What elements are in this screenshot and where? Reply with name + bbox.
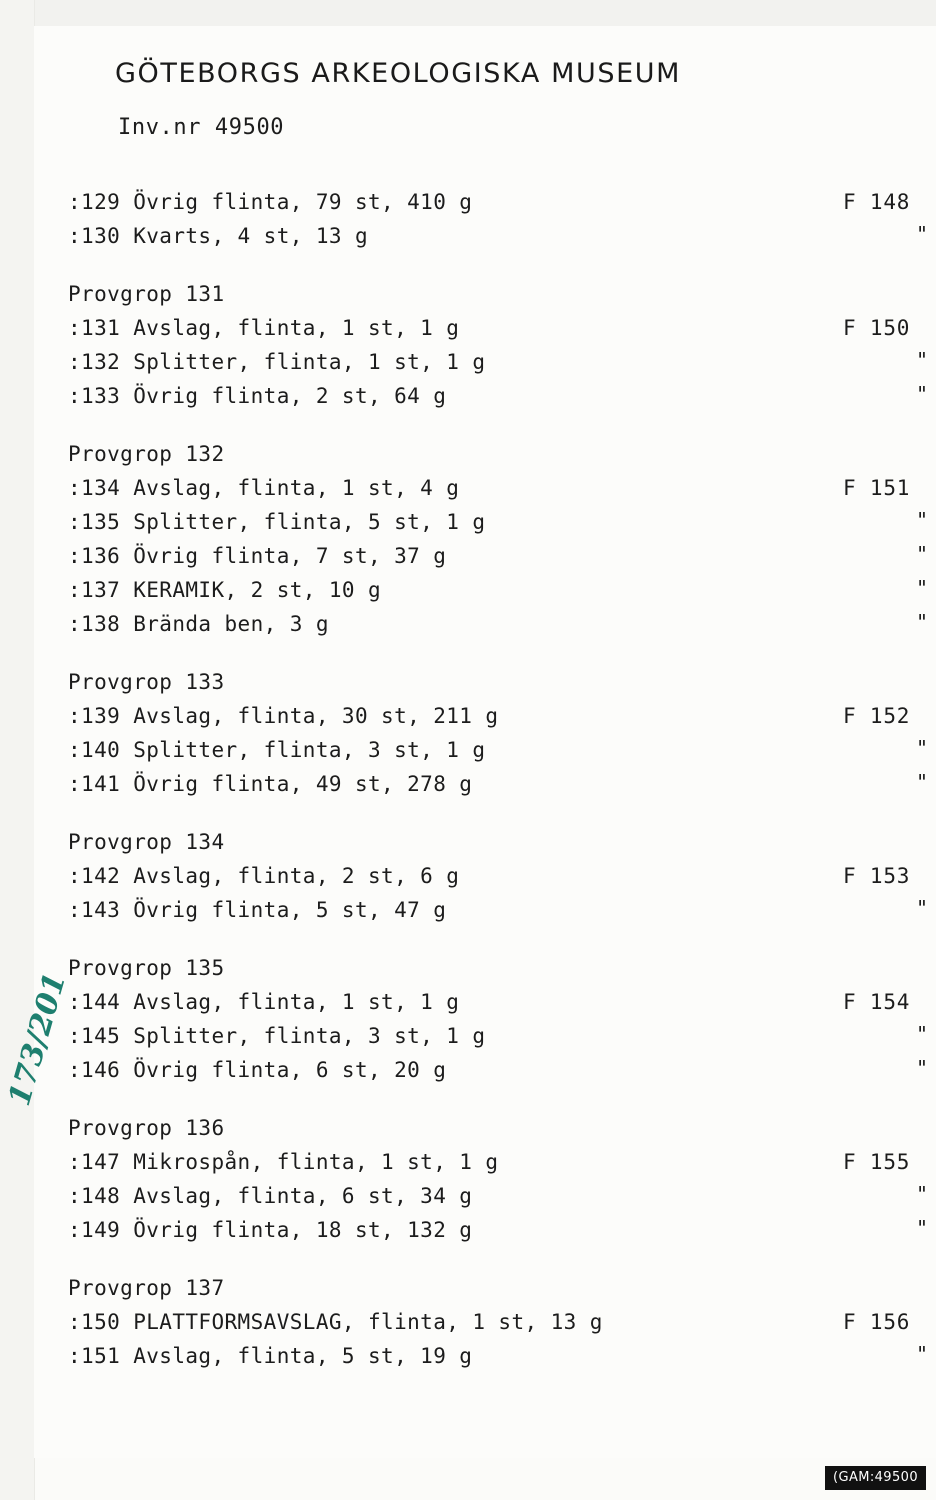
catalogue-row <box>68 1053 928 1087</box>
find-number: F 151 <box>843 476 911 500</box>
find-number: F 155 <box>843 1150 911 1174</box>
ditto-mark: " <box>916 348 929 372</box>
catalogue-row <box>68 699 928 733</box>
handwritten-site-number: 173/201 <box>2 969 74 1110</box>
catalogue-entry-text: :139 Avslag, flinta, 30 st, 211 g <box>68 704 499 728</box>
catalogue-entry-text: :143 Övrig flinta, 5 st, 47 g <box>68 898 447 922</box>
ditto-mark: " <box>916 382 929 406</box>
provgrop-group <box>68 951 928 1087</box>
provgrop-group <box>68 1111 928 1247</box>
ditto-mark: " <box>916 1022 929 1046</box>
catalogue-row <box>68 1305 928 1339</box>
provgrop-group <box>68 277 928 413</box>
catalogue-entry-text: :131 Avslag, flinta, 1 st, 1 g <box>68 316 460 340</box>
catalogue-entry-text: :132 Splitter, flinta, 1 st, 1 g <box>68 350 486 374</box>
ditto-mark: " <box>916 736 929 760</box>
ditto-mark: " <box>916 542 929 566</box>
catalogue-entry-text: :135 Splitter, flinta, 5 st, 1 g <box>68 510 486 534</box>
catalogue-row <box>68 1213 928 1247</box>
catalogue-entry-text: :140 Splitter, flinta, 3 st, 1 g <box>68 738 486 762</box>
ditto-mark: " <box>916 222 929 246</box>
catalogue-row <box>68 185 928 219</box>
find-number: F 154 <box>843 990 911 1014</box>
catalogue-entry-text: :147 Mikrospån, flinta, 1 st, 1 g <box>68 1150 499 1174</box>
provgrop-group <box>68 185 928 253</box>
catalogue-row <box>68 219 928 253</box>
find-number: F 150 <box>843 316 911 340</box>
catalogue-row <box>68 539 928 573</box>
catalogue-row <box>68 471 928 505</box>
provgrop-heading: Provgrop 134 <box>68 830 225 854</box>
catalogue-entry-text: :130 Kvarts, 4 st, 13 g <box>68 224 368 248</box>
ditto-mark: " <box>916 770 929 794</box>
catalogue-entry-text: :150 PLATTFORMSAVSLAG, flinta, 1 st, 13 g <box>68 1310 603 1334</box>
catalogue-entry-text: :129 Övrig flinta, 79 st, 410 g <box>68 190 473 214</box>
catalogue-entry-text: :136 Övrig flinta, 7 st, 37 g <box>68 544 447 568</box>
catalogue-entry-text: :133 Övrig flinta, 2 st, 64 g <box>68 384 447 408</box>
catalogue-entry-text: :134 Avslag, flinta, 1 st, 4 g <box>68 476 460 500</box>
provgrop-heading: Provgrop 135 <box>68 956 225 980</box>
catalogue-row <box>68 985 928 1019</box>
provgrop-heading: Provgrop 136 <box>68 1116 225 1140</box>
catalogue-entry-text: :145 Splitter, flinta, 3 st, 1 g <box>68 1024 486 1048</box>
find-number: F 152 <box>843 704 911 728</box>
catalogue-row <box>68 607 928 641</box>
provgrop-heading: Provgrop 131 <box>68 282 225 306</box>
catalogue-listing <box>68 185 928 1373</box>
ditto-mark: " <box>916 1216 929 1240</box>
catalogue-row <box>68 311 928 345</box>
ditto-mark: " <box>916 896 929 920</box>
ditto-mark: " <box>916 576 929 600</box>
catalogue-entry-text: :151 Avslag, flinta, 5 st, 19 g <box>68 1344 473 1368</box>
catalogue-entry-text: :142 Avslag, flinta, 2 st, 6 g <box>68 864 460 888</box>
catalogue-row <box>68 505 928 539</box>
inventory-number: Inv.nr 49500 <box>118 115 285 140</box>
catalogue-entry-text: :138 Brända ben, 3 g <box>68 612 329 636</box>
catalogue-row <box>68 573 928 607</box>
find-number: F 156 <box>843 1310 911 1334</box>
find-number: F 148 <box>843 190 911 214</box>
provgrop-heading: Provgrop 132 <box>68 442 225 466</box>
catalogue-row <box>68 379 928 413</box>
catalogue-row <box>68 1019 928 1053</box>
ditto-mark: " <box>916 1342 929 1366</box>
catalogue-row <box>68 1145 928 1179</box>
page-edge-top <box>0 0 936 27</box>
catalogue-entry-text: :149 Övrig flinta, 18 st, 132 g <box>68 1218 473 1242</box>
ditto-mark: " <box>916 508 929 532</box>
catalogue-row <box>68 893 928 927</box>
catalogue-entry-text: :141 Övrig flinta, 49 st, 278 g <box>68 772 473 796</box>
provgrop-group <box>68 825 928 927</box>
ditto-mark: " <box>916 1056 929 1080</box>
provgrop-heading: Provgrop 133 <box>68 670 225 694</box>
catalogue-row <box>68 733 928 767</box>
ditto-mark: " <box>916 610 929 634</box>
catalogue-entry-text: :146 Övrig flinta, 6 st, 20 g <box>68 1058 447 1082</box>
provgrop-group <box>68 1271 928 1373</box>
catalogue-entry-text: :144 Avslag, flinta, 1 st, 1 g <box>68 990 460 1014</box>
provgrop-group <box>68 665 928 801</box>
ditto-mark: " <box>916 1182 929 1206</box>
catalogue-row <box>68 1339 928 1373</box>
museum-title: GÖTEBORGS ARKEOLOGISKA MUSEUM <box>115 58 682 89</box>
find-number: F 153 <box>843 864 911 888</box>
provgrop-heading: Provgrop 137 <box>68 1276 225 1300</box>
page-edge-left <box>0 0 35 1500</box>
catalogue-row <box>68 345 928 379</box>
catalogue-entry-text: :137 KERAMIK, 2 st, 10 g <box>68 578 382 602</box>
catalogue-row <box>68 1179 928 1213</box>
catalogue-entry-text: :148 Avslag, flinta, 6 st, 34 g <box>68 1184 473 1208</box>
provgrop-group <box>68 437 928 641</box>
archive-stamp: (GAM:49500 <box>825 1466 926 1490</box>
catalogue-row <box>68 859 928 893</box>
catalogue-row <box>68 767 928 801</box>
